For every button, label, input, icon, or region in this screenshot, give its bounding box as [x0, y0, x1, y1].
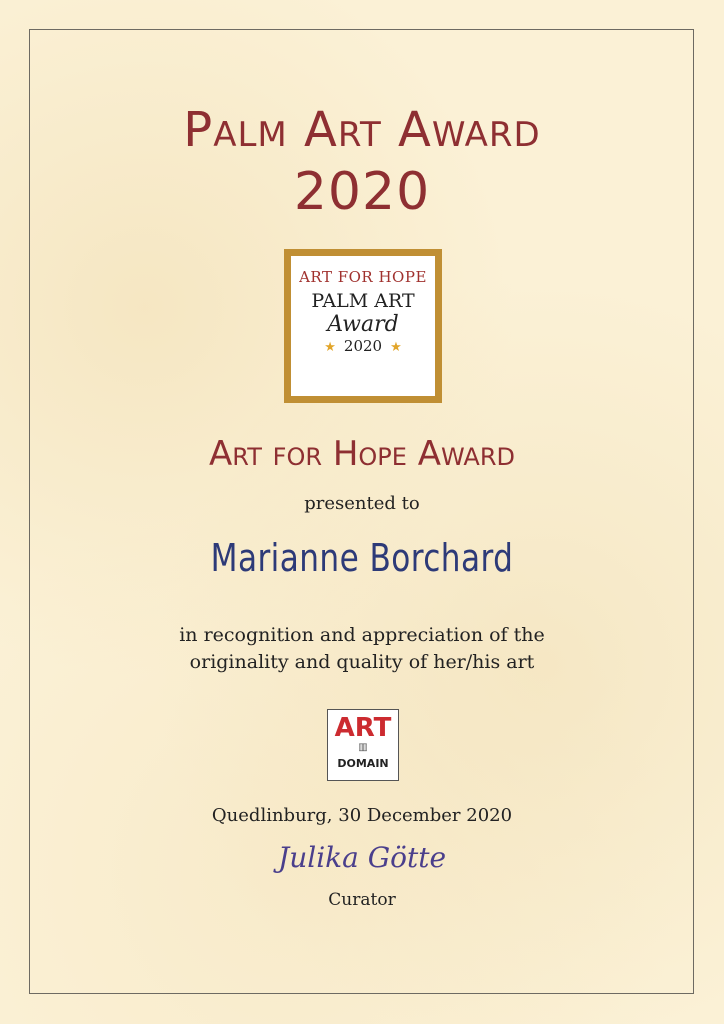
art-domain-logo-domain: DOMAIN [337, 757, 389, 770]
logo-line-2-text: PALM ART [311, 290, 415, 312]
logo-line-3: Award [327, 312, 399, 337]
star-icon: ★ [390, 340, 402, 355]
column-icon: ▥ [358, 742, 368, 753]
logo-year: 2020 [343, 337, 383, 355]
certificate-title: Palm Art Award [183, 102, 541, 158]
certificate-year: 2020 [293, 162, 431, 222]
curator-signature: Julika Götte [277, 841, 447, 874]
recipient-name: Marianne Borchard [210, 536, 514, 580]
art-domain-logo-art: ART [334, 713, 392, 743]
logo-line-1: ART FOR HOPE [299, 268, 427, 286]
presented-to-label: presented to [304, 493, 420, 514]
curator-role: Curator [328, 890, 396, 910]
logo-line-2 [291, 290, 435, 312]
logo-line-4 [291, 337, 435, 355]
recognition-line-1: in recognition and appreciation of the [179, 624, 545, 646]
star-icon: ★ [324, 340, 336, 355]
place-date: Quedlinburg, 30 December 2020 [211, 805, 513, 826]
palm-art-award-logo [284, 249, 442, 403]
art-domain-logo [327, 709, 399, 781]
award-name: Art for Hope Award [209, 434, 515, 474]
recognition-line-2: originality and quality of her/his art [189, 651, 535, 673]
